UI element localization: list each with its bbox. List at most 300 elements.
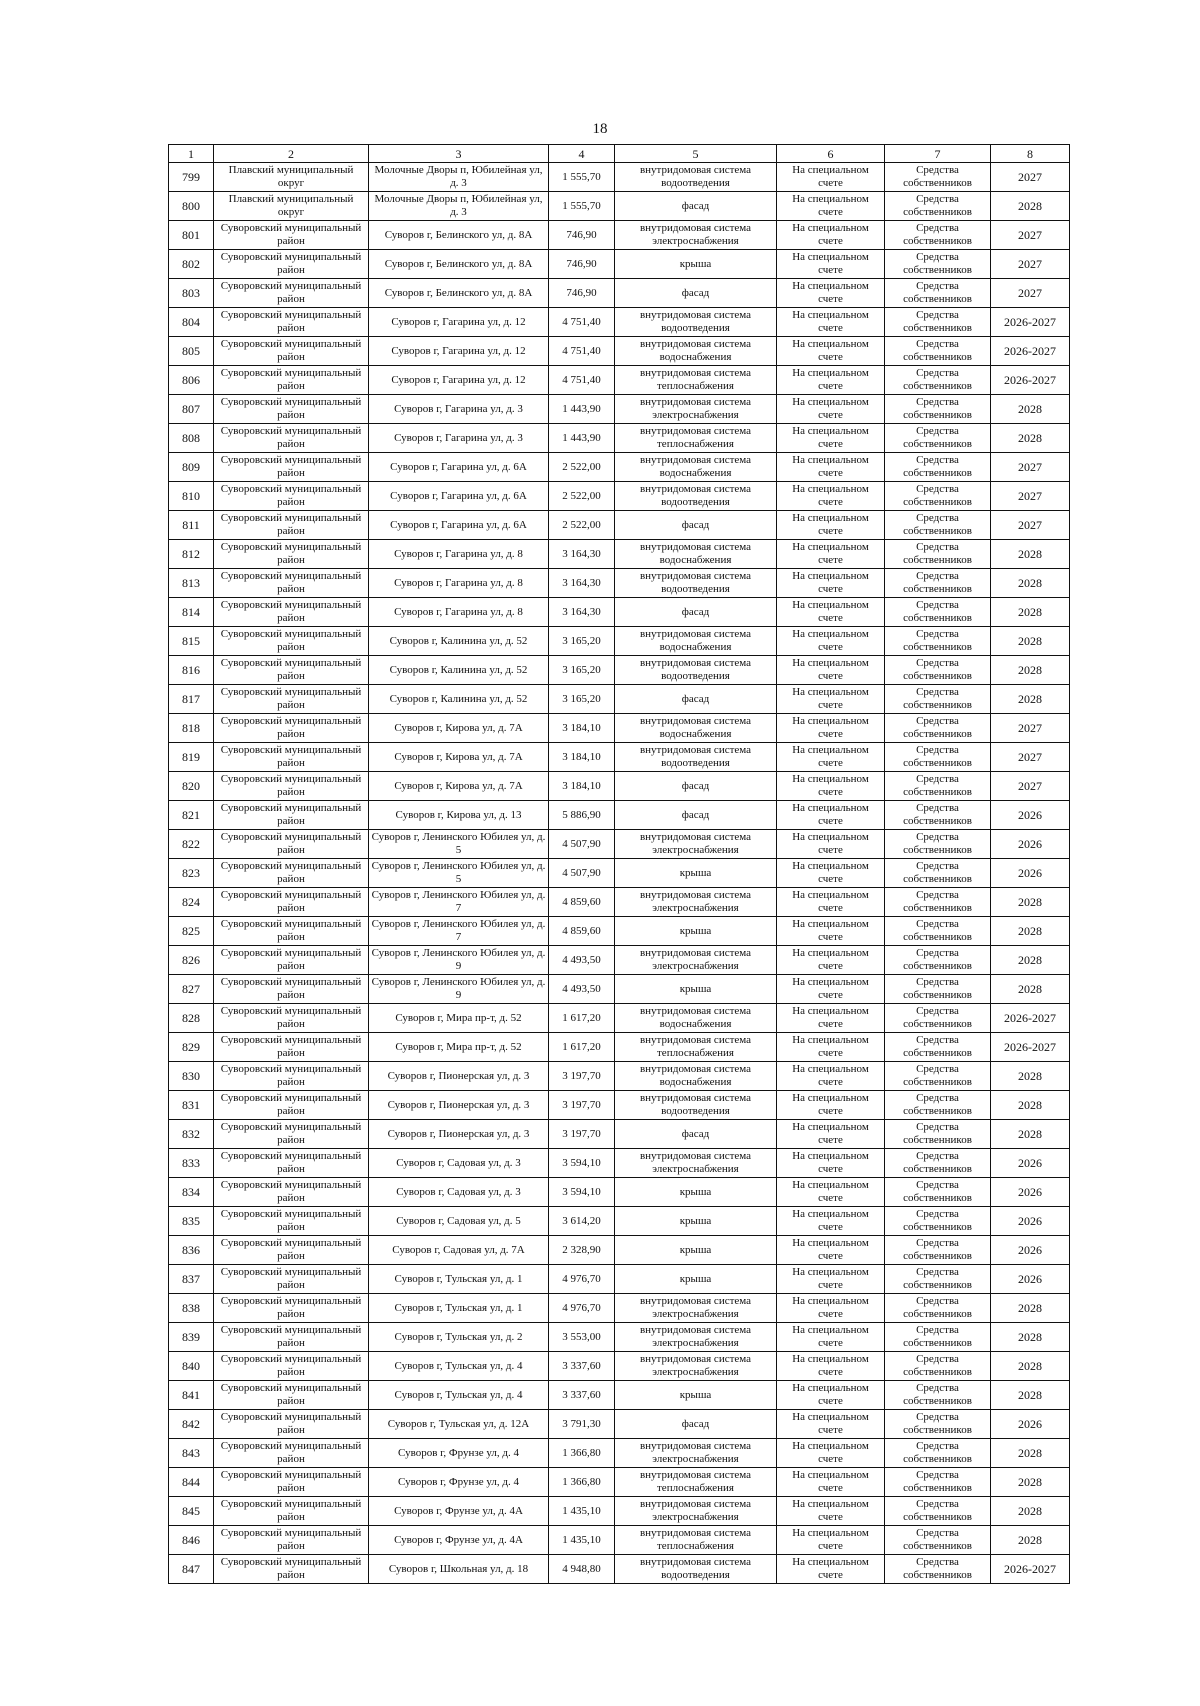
funding-source-cell: Средства собственников bbox=[885, 308, 991, 337]
area-cell: 3 553,00 bbox=[549, 1323, 615, 1352]
row-number-cell: 841 bbox=[169, 1381, 214, 1410]
area-cell: 3 165,20 bbox=[549, 656, 615, 685]
area-cell: 4 976,70 bbox=[549, 1265, 615, 1294]
municipality-cell: Суворовский муниципальный район bbox=[214, 1439, 369, 1468]
table-row bbox=[169, 1381, 1070, 1410]
period-cell: 2027 bbox=[991, 482, 1070, 511]
funding-source-cell: Средства собственников bbox=[885, 1468, 991, 1497]
area-cell: 1 435,10 bbox=[549, 1497, 615, 1526]
address-cell: Суворов г, Кирова ул, д. 7А bbox=[369, 772, 549, 801]
table-row bbox=[169, 1004, 1070, 1033]
table-row bbox=[169, 337, 1070, 366]
funding-source-cell: Средства собственников bbox=[885, 511, 991, 540]
row-number-cell: 799 bbox=[169, 163, 214, 192]
address-cell: Суворов г, Кирова ул, д. 7А bbox=[369, 714, 549, 743]
funding-source-cell: Средства собственников bbox=[885, 1265, 991, 1294]
area-cell: 3 594,10 bbox=[549, 1178, 615, 1207]
table-row bbox=[169, 598, 1070, 627]
address-cell: Суворов г, Садовая ул, д. 3 bbox=[369, 1178, 549, 1207]
period-cell: 2028 bbox=[991, 1526, 1070, 1555]
table-row bbox=[169, 1497, 1070, 1526]
address-cell: Суворов г, Садовая ул, д. 7А bbox=[369, 1236, 549, 1265]
period-cell: 2028 bbox=[991, 1352, 1070, 1381]
work-type-cell: внутридомовая система водоснабжения bbox=[615, 337, 777, 366]
table-row bbox=[169, 1410, 1070, 1439]
fund-account-cell: На специальном счете bbox=[777, 1149, 885, 1178]
address-cell: Суворов г, Калинина ул, д. 52 bbox=[369, 627, 549, 656]
funding-source-cell: Средства собственников bbox=[885, 1033, 991, 1062]
funding-source-cell: Средства собственников bbox=[885, 221, 991, 250]
fund-account-cell: На специальном счете bbox=[777, 540, 885, 569]
row-number-cell: 814 bbox=[169, 598, 214, 627]
area-cell: 3 165,20 bbox=[549, 627, 615, 656]
period-cell: 2027 bbox=[991, 453, 1070, 482]
row-number-cell: 807 bbox=[169, 395, 214, 424]
funding-source-cell: Средства собственников bbox=[885, 1352, 991, 1381]
funding-source-cell: Средства собственников bbox=[885, 1120, 991, 1149]
period-cell: 2026 bbox=[991, 1410, 1070, 1439]
col-period-header: 8 bbox=[991, 145, 1070, 163]
fund-account-cell: На специальном счете bbox=[777, 888, 885, 917]
period-cell: 2028 bbox=[991, 1120, 1070, 1149]
area-cell: 2 328,90 bbox=[549, 1236, 615, 1265]
fund-account-cell: На специальном счете bbox=[777, 1468, 885, 1497]
work-type-cell: внутридомовая система водоотведения bbox=[615, 1555, 777, 1584]
funding-source-cell: Средства собственников bbox=[885, 859, 991, 888]
area-cell: 1 366,80 bbox=[549, 1439, 615, 1468]
municipality-cell: Плавский муниципальный округ bbox=[214, 192, 369, 221]
fund-account-cell: На специальном счете bbox=[777, 569, 885, 598]
fund-account-cell: На специальном счете bbox=[777, 1091, 885, 1120]
address-cell: Суворов г, Мира пр-т, д. 52 bbox=[369, 1033, 549, 1062]
area-cell: 2 522,00 bbox=[549, 482, 615, 511]
funding-source-cell: Средства собственников bbox=[885, 1178, 991, 1207]
table-row bbox=[169, 627, 1070, 656]
work-type-cell: фасад bbox=[615, 801, 777, 830]
row-number-cell: 843 bbox=[169, 1439, 214, 1468]
area-cell: 1 555,70 bbox=[549, 192, 615, 221]
municipality-cell: Суворовский муниципальный район bbox=[214, 395, 369, 424]
municipality-cell: Суворовский муниципальный район bbox=[214, 453, 369, 482]
municipality-cell: Суворовский муниципальный район bbox=[214, 598, 369, 627]
municipality-cell: Суворовский муниципальный район bbox=[214, 366, 369, 395]
address-cell: Суворов г, Гагарина ул, д. 12 bbox=[369, 337, 549, 366]
area-cell: 4 751,40 bbox=[549, 337, 615, 366]
area-cell: 4 507,90 bbox=[549, 859, 615, 888]
municipality-cell: Суворовский муниципальный район bbox=[214, 888, 369, 917]
address-cell: Суворов г, Ленинского Юбилея ул, д. 5 bbox=[369, 830, 549, 859]
table-row bbox=[169, 1120, 1070, 1149]
work-type-cell: внутридомовая система теплоснабжения bbox=[615, 366, 777, 395]
table-row bbox=[169, 540, 1070, 569]
area-cell: 2 522,00 bbox=[549, 511, 615, 540]
fund-account-cell: На специальном счете bbox=[777, 946, 885, 975]
address-cell: Суворов г, Гагарина ул, д. 12 bbox=[369, 308, 549, 337]
period-cell: 2026-2027 bbox=[991, 1033, 1070, 1062]
municipality-cell: Суворовский муниципальный район bbox=[214, 946, 369, 975]
work-type-cell: внутридомовая система водоснабжения bbox=[615, 714, 777, 743]
period-cell: 2026 bbox=[991, 830, 1070, 859]
fund-account-cell: На специальном счете bbox=[777, 598, 885, 627]
period-cell: 2026 bbox=[991, 801, 1070, 830]
row-number-cell: 804 bbox=[169, 308, 214, 337]
fund-account-cell: На специальном счете bbox=[777, 1265, 885, 1294]
municipality-cell: Суворовский муниципальный район bbox=[214, 279, 369, 308]
table-body bbox=[169, 163, 1070, 1584]
municipality-cell: Суворовский муниципальный район bbox=[214, 1236, 369, 1265]
table-row bbox=[169, 453, 1070, 482]
municipality-cell: Суворовский муниципальный район bbox=[214, 511, 369, 540]
area-cell: 1 443,90 bbox=[549, 424, 615, 453]
funding-source-cell: Средства собственников bbox=[885, 424, 991, 453]
work-type-cell: внутридомовая система водоотведения bbox=[615, 308, 777, 337]
address-cell: Суворов г, Белинского ул, д. 8А bbox=[369, 279, 549, 308]
period-cell: 2028 bbox=[991, 424, 1070, 453]
fund-account-cell: На специальном счете bbox=[777, 1497, 885, 1526]
funding-source-cell: Средства собственников bbox=[885, 830, 991, 859]
work-type-cell: внутридомовая система водоснабжения bbox=[615, 540, 777, 569]
funding-source-cell: Средства собственников bbox=[885, 1555, 991, 1584]
municipality-cell: Суворовский муниципальный район bbox=[214, 1294, 369, 1323]
work-type-cell: внутридомовая система электроснабжения bbox=[615, 1323, 777, 1352]
table-row bbox=[169, 1149, 1070, 1178]
work-type-cell: внутридомовая система электроснабжения bbox=[615, 946, 777, 975]
work-type-cell: фасад bbox=[615, 192, 777, 221]
funding-source-cell: Средства собственников bbox=[885, 946, 991, 975]
fund-account-cell: На специальном счете bbox=[777, 743, 885, 772]
table-row bbox=[169, 395, 1070, 424]
municipality-cell: Суворовский муниципальный район bbox=[214, 1410, 369, 1439]
table-row bbox=[169, 366, 1070, 395]
municipality-cell: Суворовский муниципальный район bbox=[214, 1468, 369, 1497]
funding-source-cell: Средства собственников bbox=[885, 1149, 991, 1178]
period-cell: 2026-2027 bbox=[991, 1555, 1070, 1584]
area-cell: 4 948,80 bbox=[549, 1555, 615, 1584]
funding-source-cell: Средства собственников bbox=[885, 1091, 991, 1120]
fund-account-cell: На специальном счете bbox=[777, 337, 885, 366]
period-cell: 2028 bbox=[991, 192, 1070, 221]
area-cell: 3 791,30 bbox=[549, 1410, 615, 1439]
table-row bbox=[169, 1468, 1070, 1497]
col-address-header: 3 bbox=[369, 145, 549, 163]
work-type-cell: внутридомовая система электроснабжения bbox=[615, 1497, 777, 1526]
area-cell: 1 617,20 bbox=[549, 1004, 615, 1033]
fund-account-cell: На специальном счете bbox=[777, 1033, 885, 1062]
period-cell: 2028 bbox=[991, 1294, 1070, 1323]
address-cell: Суворов г, Ленинского Юбилея ул, д. 7 bbox=[369, 917, 549, 946]
municipality-cell: Суворовский муниципальный район bbox=[214, 1526, 369, 1555]
funding-source-cell: Средства собственников bbox=[885, 482, 991, 511]
fund-account-cell: На специальном счете bbox=[777, 308, 885, 337]
period-cell: 2028 bbox=[991, 1497, 1070, 1526]
municipality-cell: Суворовский муниципальный район bbox=[214, 1178, 369, 1207]
row-number-cell: 810 bbox=[169, 482, 214, 511]
row-number-cell: 815 bbox=[169, 627, 214, 656]
period-cell: 2027 bbox=[991, 221, 1070, 250]
col-funding-source-header: 7 bbox=[885, 145, 991, 163]
fund-account-cell: На специальном счете bbox=[777, 1178, 885, 1207]
period-cell: 2028 bbox=[991, 1439, 1070, 1468]
work-type-cell: внутридомовая система теплоснабжения bbox=[615, 424, 777, 453]
address-cell: Суворов г, Пионерская ул, д. 3 bbox=[369, 1062, 549, 1091]
fund-account-cell: На специальном счете bbox=[777, 1323, 885, 1352]
municipality-cell: Суворовский муниципальный район bbox=[214, 1207, 369, 1236]
fund-account-cell: На специальном счете bbox=[777, 917, 885, 946]
fund-account-cell: На специальном счете bbox=[777, 250, 885, 279]
address-cell: Молочные Дворы п, Юбилейная ул, д. 3 bbox=[369, 192, 549, 221]
work-type-cell: крыша bbox=[615, 1207, 777, 1236]
row-number-cell: 835 bbox=[169, 1207, 214, 1236]
col-work-type-header: 5 bbox=[615, 145, 777, 163]
table-row bbox=[169, 917, 1070, 946]
row-number-cell: 836 bbox=[169, 1236, 214, 1265]
address-cell: Суворов г, Фрунзе ул, д. 4А bbox=[369, 1526, 549, 1555]
work-type-cell: внутридомовая система водоотведения bbox=[615, 569, 777, 598]
work-type-cell: фасад bbox=[615, 772, 777, 801]
fund-account-cell: На специальном счете bbox=[777, 424, 885, 453]
area-cell: 4 859,60 bbox=[549, 917, 615, 946]
row-number-cell: 805 bbox=[169, 337, 214, 366]
table-row bbox=[169, 859, 1070, 888]
row-number-cell: 813 bbox=[169, 569, 214, 598]
work-type-cell: крыша bbox=[615, 859, 777, 888]
period-cell: 2027 bbox=[991, 772, 1070, 801]
period-cell: 2027 bbox=[991, 714, 1070, 743]
period-cell: 2028 bbox=[991, 1091, 1070, 1120]
fund-account-cell: На специальном счете bbox=[777, 1236, 885, 1265]
address-cell: Суворов г, Белинского ул, д. 8А bbox=[369, 221, 549, 250]
address-cell: Суворов г, Калинина ул, д. 52 bbox=[369, 685, 549, 714]
funding-source-cell: Средства собственников bbox=[885, 1004, 991, 1033]
area-cell: 746,90 bbox=[549, 250, 615, 279]
fund-account-cell: На специальном счете bbox=[777, 192, 885, 221]
row-number-cell: 844 bbox=[169, 1468, 214, 1497]
funding-source-cell: Средства собственников bbox=[885, 975, 991, 1004]
fund-account-cell: На специальном счете bbox=[777, 1294, 885, 1323]
period-cell: 2026 bbox=[991, 1265, 1070, 1294]
address-cell: Суворов г, Школьная ул, д. 18 bbox=[369, 1555, 549, 1584]
address-cell: Суворов г, Гагарина ул, д. 8 bbox=[369, 569, 549, 598]
row-number-cell: 828 bbox=[169, 1004, 214, 1033]
municipality-cell: Суворовский муниципальный район bbox=[214, 1120, 369, 1149]
address-cell: Суворов г, Гагарина ул, д. 6А bbox=[369, 482, 549, 511]
row-number-cell: 830 bbox=[169, 1062, 214, 1091]
municipality-cell: Суворовский муниципальный район bbox=[214, 627, 369, 656]
funding-source-cell: Средства собственников bbox=[885, 772, 991, 801]
work-type-cell: внутридомовая система электроснабжения bbox=[615, 1294, 777, 1323]
col-fund-account-header: 6 bbox=[777, 145, 885, 163]
work-type-cell: внутридомовая система водоотведения bbox=[615, 482, 777, 511]
row-number-cell: 834 bbox=[169, 1178, 214, 1207]
fund-account-cell: На специальном счете bbox=[777, 366, 885, 395]
municipality-cell: Суворовский муниципальный район bbox=[214, 1062, 369, 1091]
area-cell: 746,90 bbox=[549, 221, 615, 250]
area-cell: 3 594,10 bbox=[549, 1149, 615, 1178]
period-cell: 2028 bbox=[991, 569, 1070, 598]
municipality-cell: Суворовский муниципальный район bbox=[214, 772, 369, 801]
municipality-cell: Суворовский муниципальный район bbox=[214, 1149, 369, 1178]
row-number-cell: 819 bbox=[169, 743, 214, 772]
address-cell: Суворов г, Калинина ул, д. 52 bbox=[369, 656, 549, 685]
address-cell: Суворов г, Белинского ул, д. 8А bbox=[369, 250, 549, 279]
funding-source-cell: Средства собственников bbox=[885, 917, 991, 946]
table-row bbox=[169, 482, 1070, 511]
row-number-cell: 827 bbox=[169, 975, 214, 1004]
area-cell: 3 164,30 bbox=[549, 540, 615, 569]
funding-source-cell: Средства собственников bbox=[885, 1526, 991, 1555]
address-cell: Суворов г, Ленинского Юбилея ул, д. 9 bbox=[369, 946, 549, 975]
row-number-cell: 826 bbox=[169, 946, 214, 975]
table-row bbox=[169, 743, 1070, 772]
row-number-cell: 817 bbox=[169, 685, 214, 714]
funding-source-cell: Средства собственников bbox=[885, 163, 991, 192]
address-cell: Суворов г, Тульская ул, д. 1 bbox=[369, 1265, 549, 1294]
area-cell: 5 886,90 bbox=[549, 801, 615, 830]
area-cell: 3 184,10 bbox=[549, 772, 615, 801]
fund-account-cell: На специальном счете bbox=[777, 685, 885, 714]
municipality-cell: Плавский муниципальный округ bbox=[214, 163, 369, 192]
period-cell: 2026 bbox=[991, 1178, 1070, 1207]
area-cell: 3 164,30 bbox=[549, 598, 615, 627]
funding-source-cell: Средства собственников bbox=[885, 1439, 991, 1468]
area-cell: 4 507,90 bbox=[549, 830, 615, 859]
fund-account-cell: На специальном счете bbox=[777, 395, 885, 424]
area-cell: 3 197,70 bbox=[549, 1062, 615, 1091]
municipality-cell: Суворовский муниципальный район bbox=[214, 221, 369, 250]
municipality-cell: Суворовский муниципальный район bbox=[214, 685, 369, 714]
fund-account-cell: На специальном счете bbox=[777, 975, 885, 1004]
address-cell: Суворов г, Ленинского Юбилея ул, д. 7 bbox=[369, 888, 549, 917]
funding-source-cell: Средства собственников bbox=[885, 279, 991, 308]
municipality-cell: Суворовский муниципальный район bbox=[214, 1091, 369, 1120]
funding-source-cell: Средства собственников bbox=[885, 250, 991, 279]
period-cell: 2026 bbox=[991, 1207, 1070, 1236]
table-row bbox=[169, 656, 1070, 685]
work-type-cell: внутридомовая система электроснабжения bbox=[615, 395, 777, 424]
funding-source-cell: Средства собственников bbox=[885, 1410, 991, 1439]
period-cell: 2026 bbox=[991, 1236, 1070, 1265]
period-cell: 2026-2027 bbox=[991, 308, 1070, 337]
address-cell: Суворов г, Тульская ул, д. 12А bbox=[369, 1410, 549, 1439]
work-type-cell: крыша bbox=[615, 1381, 777, 1410]
address-cell: Суворов г, Кирова ул, д. 13 bbox=[369, 801, 549, 830]
fund-account-cell: На специальном счете bbox=[777, 859, 885, 888]
work-type-cell: внутридомовая система электроснабжения bbox=[615, 1352, 777, 1381]
area-cell: 4 976,70 bbox=[549, 1294, 615, 1323]
page-number: 18 bbox=[592, 121, 608, 137]
col-number-header: 1 bbox=[169, 145, 214, 163]
address-cell: Суворов г, Гагарина ул, д. 3 bbox=[369, 395, 549, 424]
fund-account-cell: На специальном счете bbox=[777, 279, 885, 308]
table-row bbox=[169, 714, 1070, 743]
work-type-cell: фасад bbox=[615, 279, 777, 308]
period-cell: 2028 bbox=[991, 975, 1070, 1004]
period-cell: 2028 bbox=[991, 1381, 1070, 1410]
fund-account-cell: На специальном счете bbox=[777, 482, 885, 511]
fund-account-cell: На специальном счете bbox=[777, 1062, 885, 1091]
address-cell: Суворов г, Садовая ул, д. 3 bbox=[369, 1149, 549, 1178]
municipality-cell: Суворовский муниципальный район bbox=[214, 1381, 369, 1410]
area-cell: 1 435,10 bbox=[549, 1526, 615, 1555]
work-type-cell: крыша bbox=[615, 975, 777, 1004]
work-type-cell: фасад bbox=[615, 1410, 777, 1439]
row-number-cell: 809 bbox=[169, 453, 214, 482]
table-row bbox=[169, 1555, 1070, 1584]
area-cell: 1 366,80 bbox=[549, 1468, 615, 1497]
work-type-cell: внутридомовая система теплоснабжения bbox=[615, 1468, 777, 1497]
fund-account-cell: На специальном счете bbox=[777, 453, 885, 482]
municipality-cell: Суворовский муниципальный район bbox=[214, 569, 369, 598]
fund-account-cell: На специальном счете bbox=[777, 1381, 885, 1410]
row-number-cell: 816 bbox=[169, 656, 214, 685]
area-cell: 2 522,00 bbox=[549, 453, 615, 482]
row-number-cell: 822 bbox=[169, 830, 214, 859]
work-type-cell: внутридомовая система электроснабжения bbox=[615, 830, 777, 859]
fund-account-cell: На специальном счете bbox=[777, 511, 885, 540]
row-number-cell: 801 bbox=[169, 221, 214, 250]
table-row bbox=[169, 1526, 1070, 1555]
funding-source-cell: Средства собственников bbox=[885, 453, 991, 482]
area-cell: 4 493,50 bbox=[549, 946, 615, 975]
table-row bbox=[169, 772, 1070, 801]
period-cell: 2028 bbox=[991, 395, 1070, 424]
table-row bbox=[169, 1439, 1070, 1468]
period-cell: 2028 bbox=[991, 888, 1070, 917]
table-row bbox=[169, 1236, 1070, 1265]
work-type-cell: внутридомовая система водоотведения bbox=[615, 656, 777, 685]
municipality-cell: Суворовский муниципальный район bbox=[214, 337, 369, 366]
municipality-cell: Суворовский муниципальный район bbox=[214, 1555, 369, 1584]
municipality-cell: Суворовский муниципальный район bbox=[214, 830, 369, 859]
row-number-cell: 808 bbox=[169, 424, 214, 453]
fund-account-cell: На специальном счете bbox=[777, 1555, 885, 1584]
work-type-cell: фасад bbox=[615, 511, 777, 540]
fund-account-cell: На специальном счете bbox=[777, 772, 885, 801]
row-number-cell: 831 bbox=[169, 1091, 214, 1120]
period-cell: 2027 bbox=[991, 511, 1070, 540]
period-cell: 2027 bbox=[991, 279, 1070, 308]
area-cell: 746,90 bbox=[549, 279, 615, 308]
period-cell: 2026-2027 bbox=[991, 1004, 1070, 1033]
funding-source-cell: Средства собственников bbox=[885, 1062, 991, 1091]
address-cell: Суворов г, Ленинского Юбилея ул, д. 9 bbox=[369, 975, 549, 1004]
work-type-cell: внутридомовая система электроснабжения bbox=[615, 1439, 777, 1468]
funding-source-cell: Средства собственников bbox=[885, 801, 991, 830]
work-type-cell: внутридомовая система водоснабжения bbox=[615, 1062, 777, 1091]
area-cell: 3 614,20 bbox=[549, 1207, 615, 1236]
fund-account-cell: На специальном счете bbox=[777, 221, 885, 250]
work-type-cell: внутридомовая система теплоснабжения bbox=[615, 1526, 777, 1555]
address-cell: Суворов г, Фрунзе ул, д. 4 bbox=[369, 1439, 549, 1468]
address-cell: Суворов г, Тульская ул, д. 4 bbox=[369, 1352, 549, 1381]
fund-account-cell: На специальном счете bbox=[777, 1120, 885, 1149]
municipality-cell: Суворовский муниципальный район bbox=[214, 424, 369, 453]
row-number-cell: 838 bbox=[169, 1294, 214, 1323]
period-cell: 2028 bbox=[991, 540, 1070, 569]
municipality-cell: Суворовский муниципальный район bbox=[214, 1497, 369, 1526]
work-type-cell: фасад bbox=[615, 1120, 777, 1149]
area-cell: 3 165,20 bbox=[549, 685, 615, 714]
municipality-cell: Суворовский муниципальный район bbox=[214, 1323, 369, 1352]
work-type-cell: внутридомовая система водоотведения bbox=[615, 163, 777, 192]
address-cell: Суворов г, Пионерская ул, д. 3 bbox=[369, 1120, 549, 1149]
municipality-cell: Суворовский муниципальный район bbox=[214, 743, 369, 772]
row-number-cell: 802 bbox=[169, 250, 214, 279]
table-row bbox=[169, 250, 1070, 279]
address-cell: Суворов г, Садовая ул, д. 5 bbox=[369, 1207, 549, 1236]
address-cell: Суворов г, Ленинского Юбилея ул, д. 5 bbox=[369, 859, 549, 888]
municipality-cell: Суворовский муниципальный район bbox=[214, 859, 369, 888]
